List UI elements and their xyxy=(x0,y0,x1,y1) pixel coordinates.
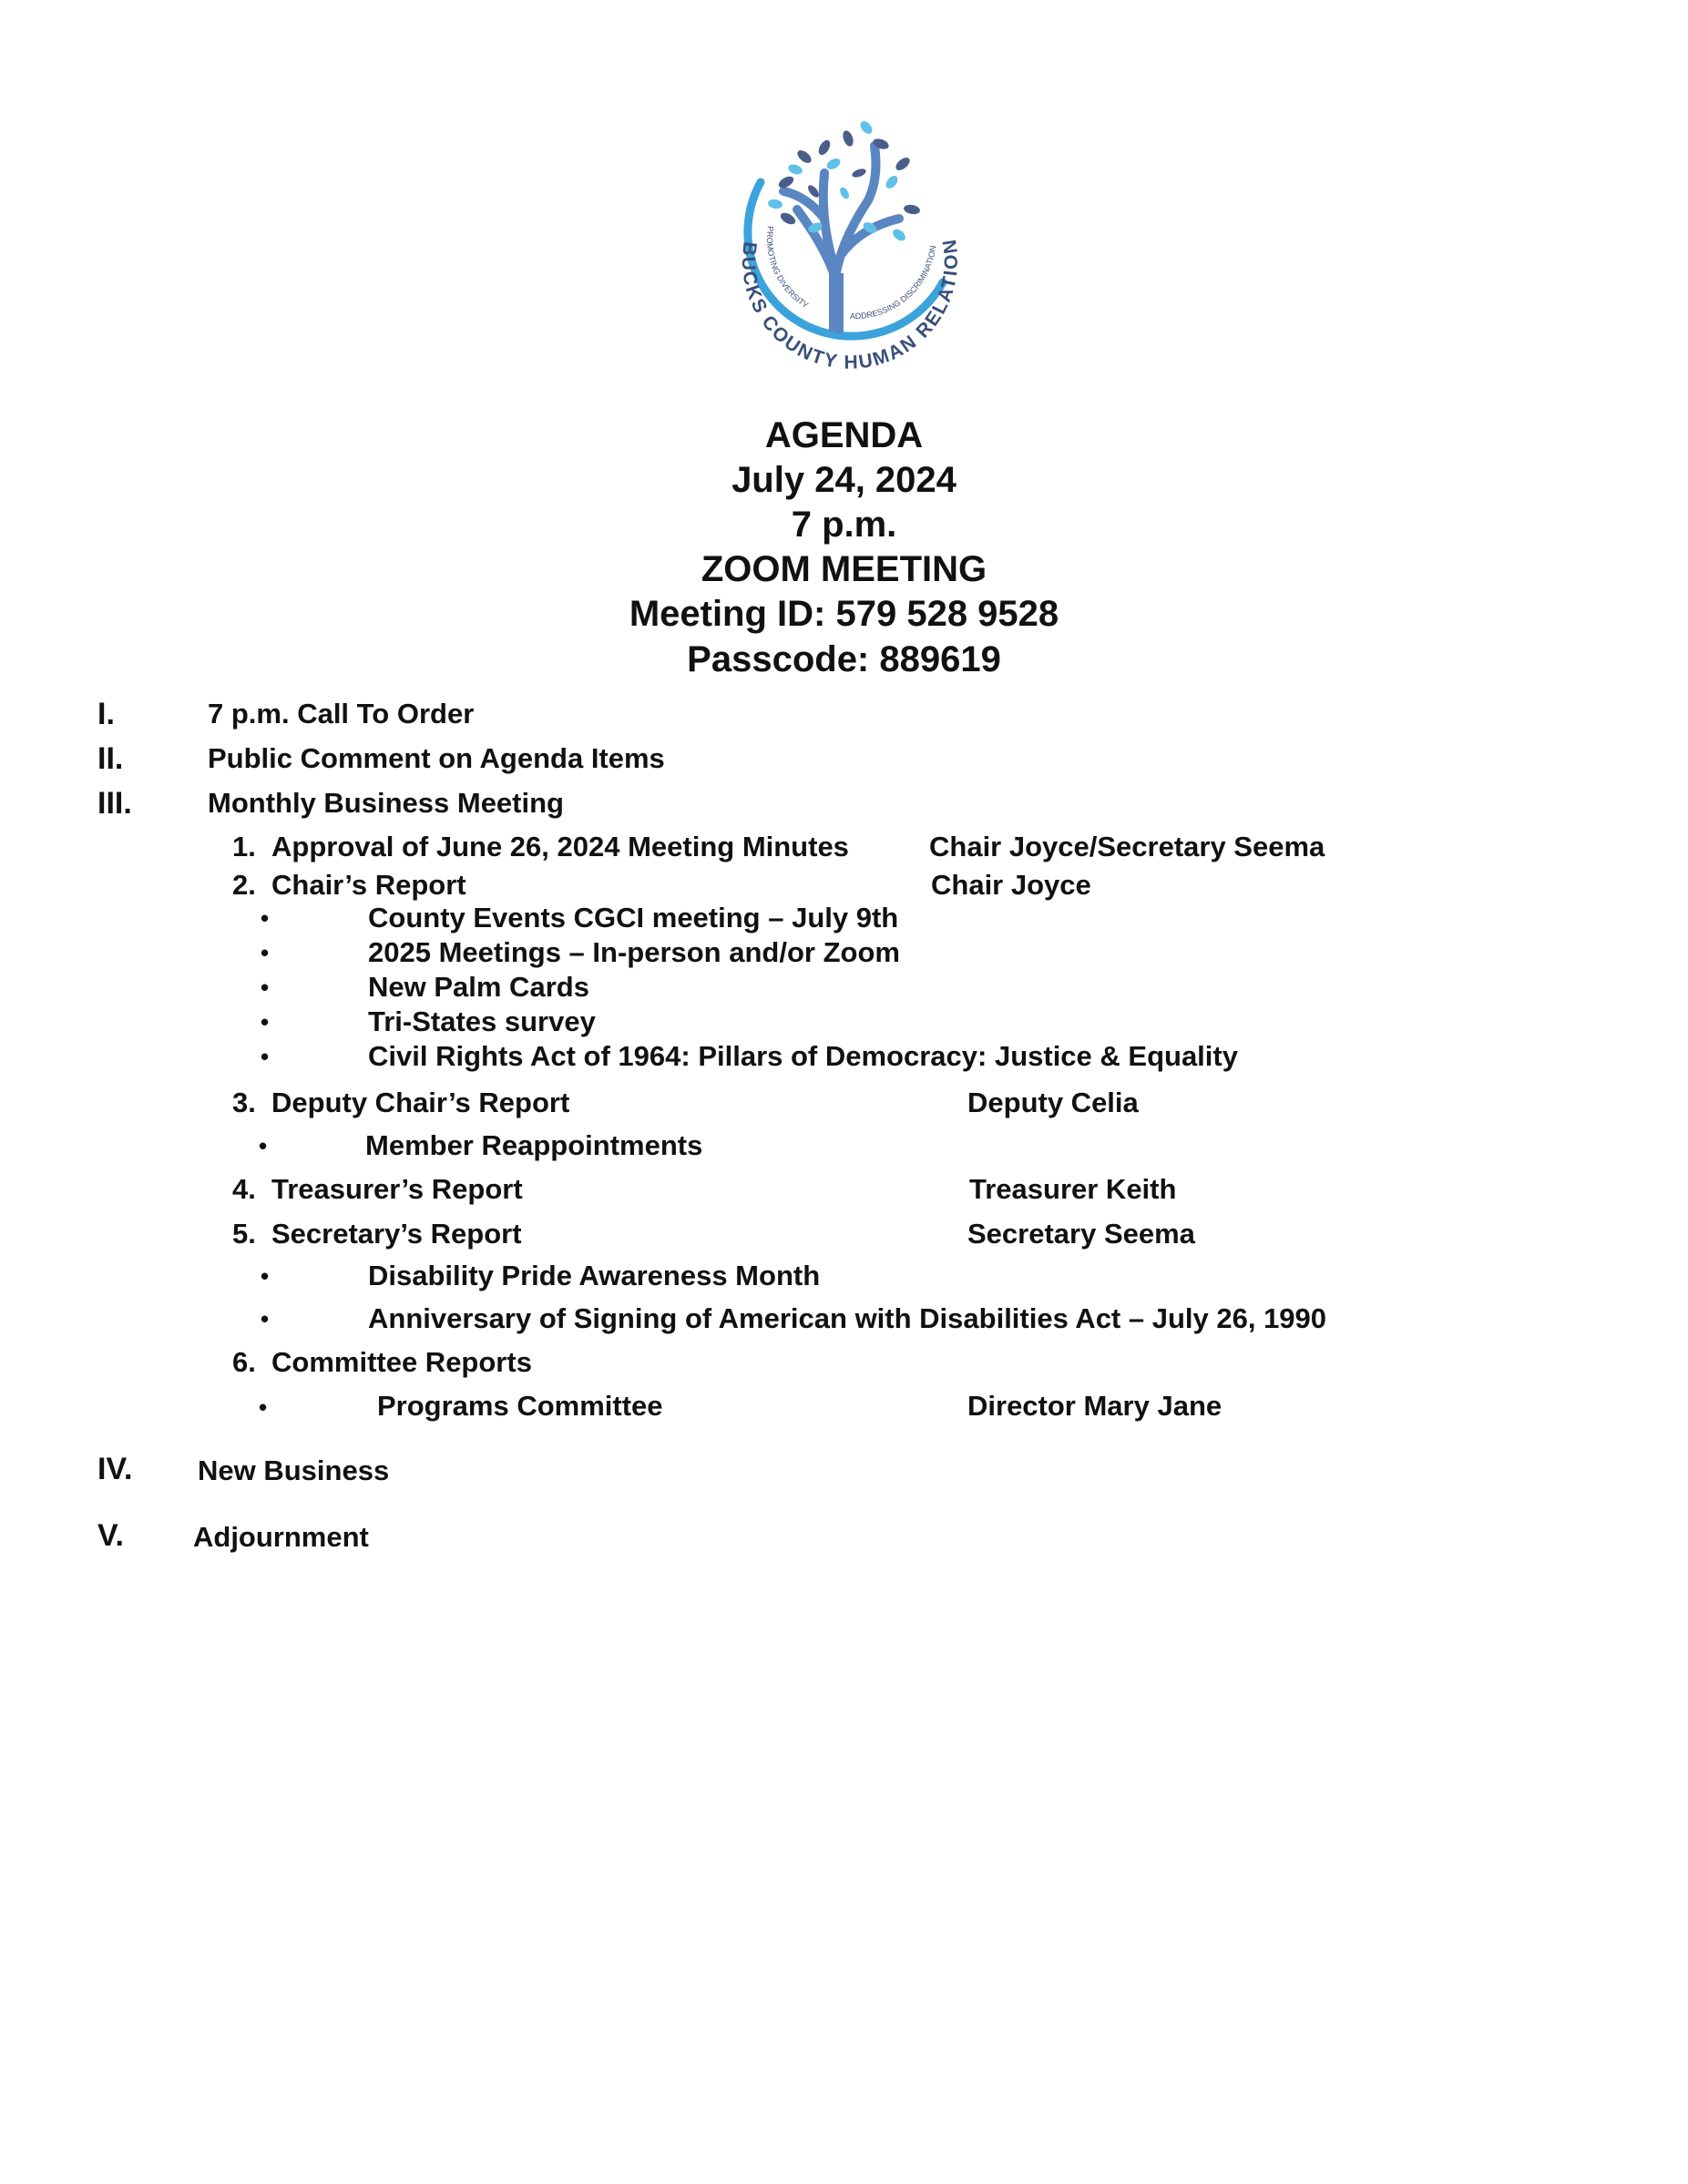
council-logo-graphic xyxy=(688,91,997,383)
bullet-text: New Palm Cards xyxy=(368,971,589,1003)
item-label: Treasurer’s Report xyxy=(271,1173,523,1205)
section-label: Public Comment on Agenda Items xyxy=(208,742,665,774)
bullet-marker: • xyxy=(261,904,270,932)
item-number: 6. xyxy=(232,1346,256,1378)
meeting-passcode: Passcode: 889619 xyxy=(687,639,1001,679)
item-number: 3. xyxy=(232,1087,256,1118)
section-number: II. xyxy=(97,741,124,776)
meeting-id: Meeting ID: 579 528 9528 xyxy=(629,594,1059,634)
item-owner: Chair Joyce/Secretary Seema xyxy=(929,831,1325,862)
bullet-text: Tri-States survey xyxy=(368,1005,596,1037)
logo-right-text: ADDRESSING DISCRIMINATION xyxy=(849,244,938,321)
meeting-date: July 24, 2024 xyxy=(731,460,957,500)
meeting-type: ZOOM MEETING xyxy=(701,549,987,589)
section-number: III. xyxy=(97,786,132,821)
council-logo xyxy=(688,91,997,383)
bullet-marker: • xyxy=(259,1132,268,1159)
section-number: V. xyxy=(97,1518,125,1553)
item-label: Approval of June 26, 2024 Meeting Minutes xyxy=(271,831,849,862)
bullet-text: 2025 Meetings – In-person and/or Zoom xyxy=(368,936,900,968)
bullet-marker: • xyxy=(259,1393,268,1421)
logo-outer-text: BUCKS COUNTY HUMAN RELATION xyxy=(737,236,963,373)
section-label: Monthly Business Meeting xyxy=(208,787,564,819)
item-owner: Deputy Celia xyxy=(967,1087,1139,1118)
bullet-marker: • xyxy=(261,1305,270,1332)
bullet-text: Programs Committee xyxy=(377,1390,663,1422)
item-owner: Treasurer Keith xyxy=(969,1173,1177,1205)
logo-left-text: PROMOTING DIVERSITY xyxy=(764,225,811,311)
bullet-text: County Events CGCI meeting – July 9th xyxy=(368,902,899,934)
item-number: 5. xyxy=(232,1218,256,1250)
agenda-title: AGENDA xyxy=(764,415,924,455)
bullet-text: Member Reappointments xyxy=(365,1129,703,1161)
bullet-text: Anniversary of Signing of American with Disabilities Act – July 26, 1990 xyxy=(368,1302,1327,1334)
item-owner: Secretary Seema xyxy=(967,1218,1195,1250)
bullet-marker: • xyxy=(261,939,270,966)
bullet-text: Civil Rights Act of 1964: Pillars of Democracy: Justice & Equality xyxy=(368,1040,1238,1072)
bullet-marker: • xyxy=(261,1043,270,1070)
item-number: 1. xyxy=(232,831,256,862)
bullet-text: Disability Pride Awareness Month xyxy=(368,1260,821,1291)
section-label: Adjournment xyxy=(193,1521,369,1553)
section-label: New Business xyxy=(198,1454,390,1486)
item-label: Committee Reports xyxy=(271,1346,532,1378)
bullet-marker: • xyxy=(261,1262,270,1290)
item-owner: Chair Joyce xyxy=(931,869,1091,901)
bullet-owner: Director Mary Jane xyxy=(967,1390,1223,1422)
section-number: IV. xyxy=(97,1452,133,1486)
meeting-time: 7 p.m. xyxy=(791,505,897,545)
bullet-marker: • xyxy=(261,974,270,1001)
item-label: Chair’s Report xyxy=(271,869,466,901)
item-label: Deputy Chair’s Report xyxy=(271,1087,570,1118)
item-number: 4. xyxy=(232,1173,256,1205)
section-label: 7 p.m. Call To Order xyxy=(208,698,475,730)
bullet-marker: • xyxy=(261,1008,270,1036)
item-number: 2. xyxy=(232,869,256,901)
item-label: Secretary’s Report xyxy=(271,1218,522,1250)
section-number: I. xyxy=(97,697,115,731)
